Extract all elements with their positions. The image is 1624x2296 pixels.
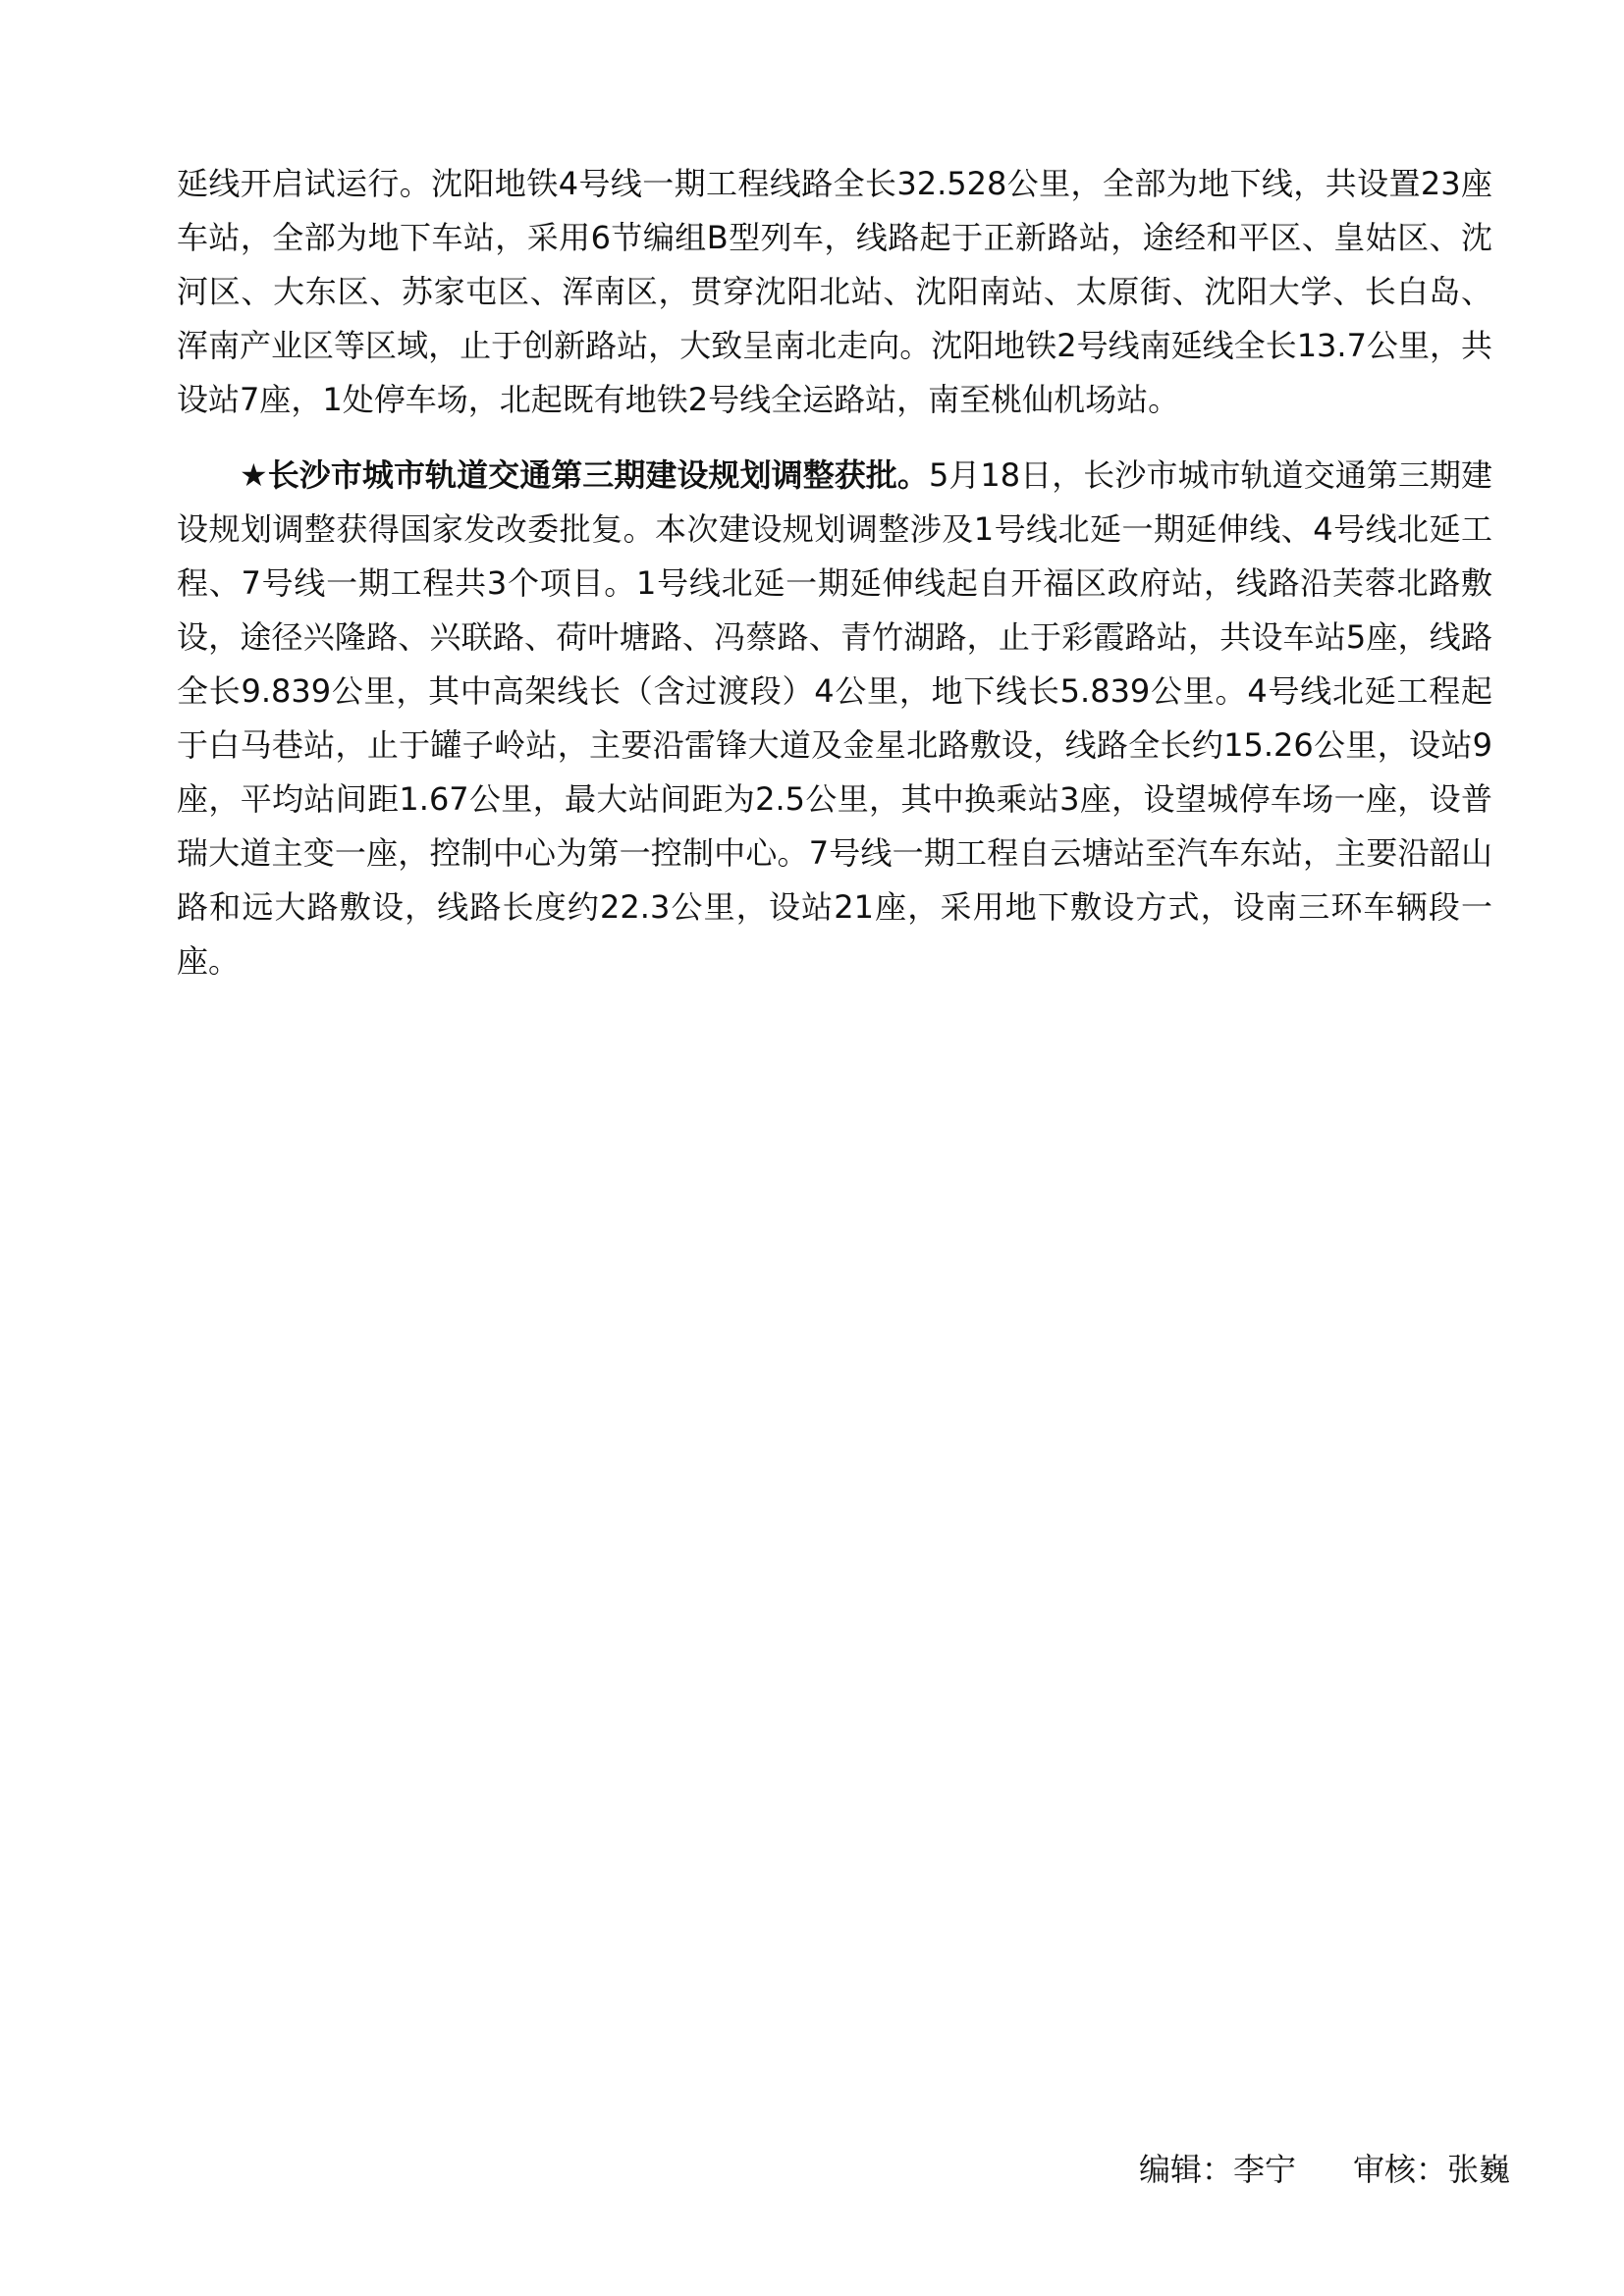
paragraph-text: 5月18日，长沙市城市轨道交通第三期建设规划调整获得国家发改委批复。本次建设规划调整涉及1号线北延一期延伸线、4号线北延工程、7号线一期工程共3个项目。1号线北延一期延伸线起自开福区政府站，线路沿芙蓉北路敷设，途径兴隆路、兴联路、荷叶塘路、冯蔡路、青竹湖路，止于彩霞路站，共设车站5座，线路全长9.839公里，其中高架线长（含过渡段）4公里，地下线长5.839公里。4号线北延工程起于白马巷站，止于罐子岭站，主要沿雷锋大道及金星北路敷设，线路全长约15.26公里，设站9座，平均站间距1.67公里，最大站间距为2.5公里，其中换乘站3座，设望城停车场一座，设普瑞大道主变一座，控制中心为第一控制中心。7号线一期工程自云塘站至汽车东站，主要沿韶山路和远大路敷设，线路长度约22.3公里，设站21座，采用地下敷设方式，设南三环车辆段一座。 <box>177 456 1492 980</box>
page-footer <box>1139 2150 1510 2189</box>
news-headline: ★长沙市城市轨道交通第三期建设规划调整获批。 <box>240 456 929 494</box>
paragraph-shenyang-metro <box>177 157 1492 427</box>
editor-credit: 编辑：李宁 <box>1139 2151 1297 2188</box>
paragraph-text: 延线开启试运行。沈阳地铁4号线一期工程线路全长32.528公里，全部为地下线，共设置23座车站，全部为地下车站，采用6节编组B型列车，线路起于正新路站，途经和平区、皇姑区、沈河区、大东区、苏家屯区、浑南区，贯穿沈阳北站、沈阳南站、太原街、沈阳大学、长白岛、浑南产业区等区域，止于创新路站，大致呈南北走向。沈阳地铁2号线南延线全长13.7公里，共设站7座，1处停车场，北起既有地铁2号线全运路站，南至桃仙机场站。 <box>177 165 1492 418</box>
reviewer-credit: 审核：张巍 <box>1353 2151 1511 2188</box>
paragraph-changsha-plan <box>177 449 1492 988</box>
document-body <box>177 157 1492 1010</box>
